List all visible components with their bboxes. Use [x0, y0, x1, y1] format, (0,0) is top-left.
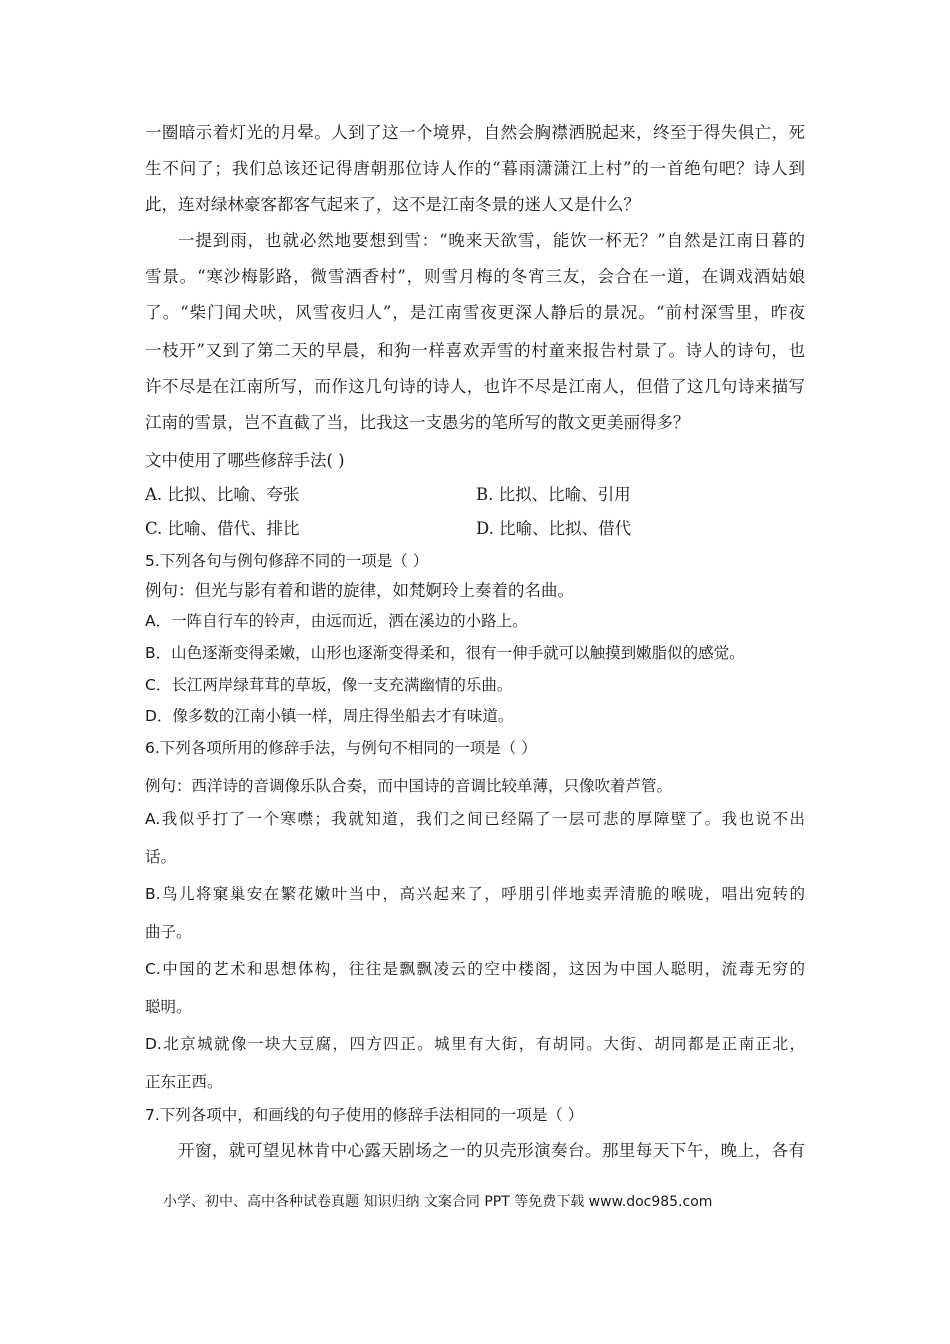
q5-option-b: B．山色逐渐变得柔嫩，山形也逐渐变得柔和，很有一伸手就可以触摸到嫩脂似的感觉。: [145, 644, 745, 662]
q4-option-b: B. 比拟、比喻、引用: [476, 485, 631, 504]
q4-option-a: A. 比拟、比喻、夸张: [145, 485, 300, 504]
q6-option-d: D.北京城就像一块大豆腐，四方四正。城里有大街，有胡同。大街、胡同都是正南正北，: [145, 1035, 805, 1053]
passage-line: 许不尽是在江南所写，而作这几句诗的诗人，也许不尽是江南人，但借了这几句诗来描写: [145, 377, 805, 396]
page-footer: 小学、初中、高中各种试卷真题 知识归纳 文案合同 PPT 等免费下载 www.doc985.com: [163, 1194, 713, 1210]
passage-line: 江南的雪景，岂不直截了当，比我这一支愚劣的笔所写的散文更美丽得多？: [145, 413, 690, 432]
question-4-stem: 文中使用了哪些修辞手法( ): [145, 451, 345, 470]
q6-option-a: A.我似乎打了一个寒噤；我就知道，我们之间已经隔了一层可悲的厚障壁了。我也说不出: [145, 810, 805, 828]
passage-line: 一提到雨，也就必然地要想到雪：“晚来天欲雪，能饮一杯无？”自然是江南日暮的: [178, 231, 805, 250]
q4-option-c: C. 比喻、借代、排比: [145, 519, 300, 538]
q5-example: 例句：但光与影有着和谐的旋律，如梵婀玲上奏着的名曲。: [145, 581, 574, 600]
q6-option-d-cont: 正东正西。: [145, 1073, 223, 1091]
q6-option-a-cont: 话。: [145, 848, 177, 866]
q5-option-a: A．一阵自行车的铃声，由远而近，洒在溪边的小路上。: [145, 612, 528, 630]
q6-example: 例句：西洋诗的音调像乐队合奏，而中国诗的音调比较单薄，只像吹着芦管。: [145, 777, 673, 795]
q6-option-b: B.鸟儿将窠巢安在繁花嫩叶当中，高兴起来了，呼朋引伴地卖弄清脆的喉咙，唱出宛转的: [145, 885, 805, 903]
question-6-stem: 6.下列各项所用的修辞手法，与例句不相同的一项是（ ）: [145, 739, 537, 757]
q6-option-c: C.中国的艺术和思想体构，往往是飘飘凌云的空中楼阁，这因为中国人聪明，流毒无穷的: [145, 960, 805, 978]
q6-option-b-cont: 曲子。: [145, 923, 192, 941]
q5-option-c: C．长江两岸绿茸茸的草坂，像一支充满幽情的乐曲。: [145, 676, 513, 694]
q7-passage-line: 开窗，就可望见林肯中心露天剧场之一的贝壳形演奏台。那里每天下午，晚上，各有: [178, 1141, 805, 1160]
passage-line: 生不问了；我们总该还记得唐朝那位诗人作的“暮雨潇潇江上村”的一首绝句吧？诗人到: [145, 159, 805, 178]
passage-line: 一圈暗示着灯光的月晕。人到了这一个境界，自然会胸襟洒脱起来，终至于得失俱亡，死: [145, 123, 805, 142]
q4-option-d: D. 比喻、比拟、借代: [476, 519, 632, 538]
passage-line: 此，连对绿林豪客都客气起来了，这不是江南冬景的迷人又是什么？: [145, 195, 640, 214]
q6-option-c-cont: 聪明。: [145, 998, 192, 1016]
q5-option-d: D．像多数的江南小镇一样，周庄得坐船去才有味道。: [145, 707, 514, 725]
passage-line: 了。“柴门闻犬吠，风雪夜归人”，是江南雪夜更深人静后的景况。“前村深雪里，昨夜: [145, 303, 805, 322]
question-5-stem: 5.下列各句与例句修辞不同的一项是（ ）: [145, 552, 429, 570]
passage-line: 雪景。“寒沙梅影路，微雪酒香村”，则雪月梅的冬宵三友，会合在一道，在调戏酒姑娘: [145, 267, 805, 286]
question-7-stem: 7.下列各项中，和画线的句子使用的修辞手法相同的一项是（ ）: [145, 1106, 584, 1124]
passage-line: 一枝开”又到了第二天的早晨，和狗一样喜欢弄雪的村童来报告村景了。诗人的诗句，也: [145, 341, 805, 360]
